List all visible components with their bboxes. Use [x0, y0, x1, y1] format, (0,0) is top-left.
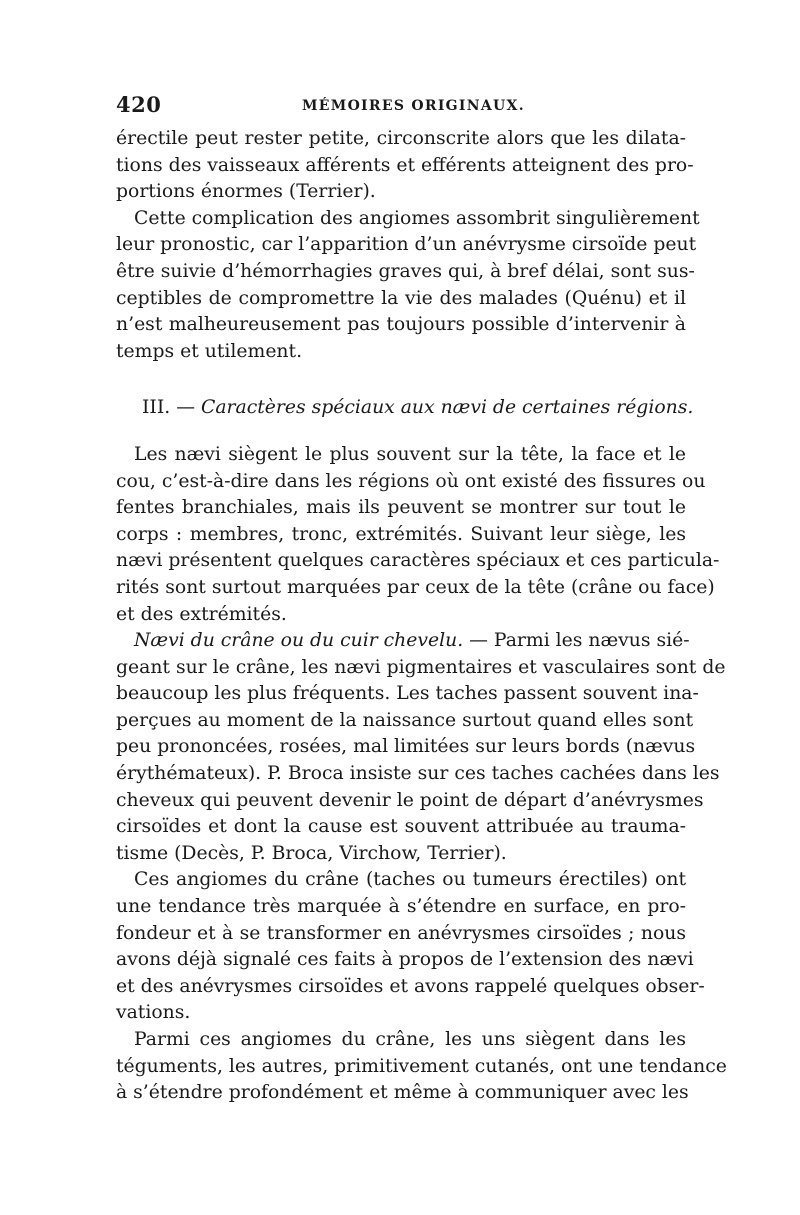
text-line: cheveux qui peuvent devenir le point de départ d’anévrysmes	[116, 789, 704, 811]
text-line: fentes branchiales, mais ils peuvent se montrer sur tout le	[116, 497, 686, 519]
text-line: cirsoïdes et dont la cause est souvent attribuée au trauma-	[116, 816, 686, 838]
text-line: érectile peut rester petite, circonscrite alors que les dilata-	[116, 128, 686, 149]
paragraph	[116, 442, 720, 628]
text-line: Cette complication des angiomes assombrit singulièrement	[134, 207, 700, 229]
paragraph	[116, 628, 726, 867]
text-line: une tendance très marquée à s’étendre en surface, en pro-	[116, 896, 686, 918]
text-line: Parmi ces angiomes du crâne, les uns siègent dans les	[134, 1029, 686, 1050]
paragraph	[116, 867, 705, 1027]
text-line: rités sont surtout marquées par ceux de la tête (crâne ou face)	[116, 576, 715, 598]
text-line: peu prononcées, rosées, mal limitées sur leurs bords (nævus	[116, 736, 696, 758]
text-line: fondeur et à se transformer en anévrysmes cirsoïdes ; nous	[116, 922, 686, 944]
text-line: perçues au moment de la naissance surtout quand elles sont	[116, 709, 694, 731]
body-text	[116, 126, 727, 1107]
text-line: à s’étendre profondément et même à communiquer avec les	[116, 1082, 689, 1104]
italic-lead: Nævi du crâne ou du cuir chevelu.	[134, 630, 464, 652]
paragraph	[116, 206, 700, 366]
text-line: nævi présentent quelques caractères spéciaux et ces particula-	[116, 550, 720, 572]
text-line: Ces angiomes du crâne (taches ou tumeurs érectiles) ont	[134, 869, 686, 891]
text-line: temps et utilement.	[116, 340, 303, 362]
paragraph	[116, 126, 694, 206]
text-line: leur pronostic, car l’apparition d’un anévrysme cirsoïde peut	[116, 234, 697, 256]
section-number: III. —	[142, 397, 201, 419]
text-line: corps : membres, tronc, extrémités. Suivant leur siège, les	[116, 523, 686, 545]
text-line: tisme (Decès, P. Broca, Virchow, Terrier).	[116, 842, 507, 864]
text-line: n’est malheureusement pas toujours possible d’intervenir à	[116, 314, 686, 336]
text-line: vations.	[116, 1002, 191, 1024]
paragraph	[116, 1027, 727, 1107]
text-line: cou, c’est-à-dire dans les régions où ont existé des fissures ou	[116, 470, 706, 492]
page-number: 420	[116, 92, 162, 117]
text-line: et des extrémités.	[116, 603, 287, 625]
text-line: beaucoup les plus fréquents. Les taches passent souvent ina-	[116, 683, 699, 705]
text-line: avons déjà signalé ces faits à propos de l’extension des nævi	[116, 949, 694, 971]
section-heading	[116, 395, 694, 422]
text-line: érythémateux). P. Broca insiste sur ces taches cachées dans les	[116, 763, 720, 785]
section-title: Caractères spéciaux aux nævi de certaines régions.	[200, 397, 694, 419]
text-line: portions énormes (Terrier).	[116, 181, 376, 203]
text-line: et des anévrysmes cirsoïdes et avons rappelé quelques obser-	[116, 975, 705, 997]
text-line	[116, 628, 690, 655]
text-line: Les nævi siègent le plus souvent sur la tête, la face et le	[134, 443, 686, 465]
lead-rest: — Parmi les nævus sié-	[463, 630, 690, 652]
text-line: geant sur le crâne, les nævi pigmentaires et vasculaires sont de	[116, 656, 726, 678]
text-line: téguments, les autres, primitivement cutanés, ont une tendance	[116, 1055, 727, 1077]
text-line: tions des vaisseaux afférents et efférents atteignent des pro-	[116, 154, 694, 176]
text-line: être suivie d’hémorrhagies graves qui, à bref délai, sont sus-	[116, 260, 695, 282]
running-head	[116, 92, 688, 128]
running-title: MÉMOIRES ORIGINAUX.	[302, 98, 525, 114]
text-line: ceptibles de compromettre la vie des malades (Quénu) et il	[116, 287, 686, 309]
